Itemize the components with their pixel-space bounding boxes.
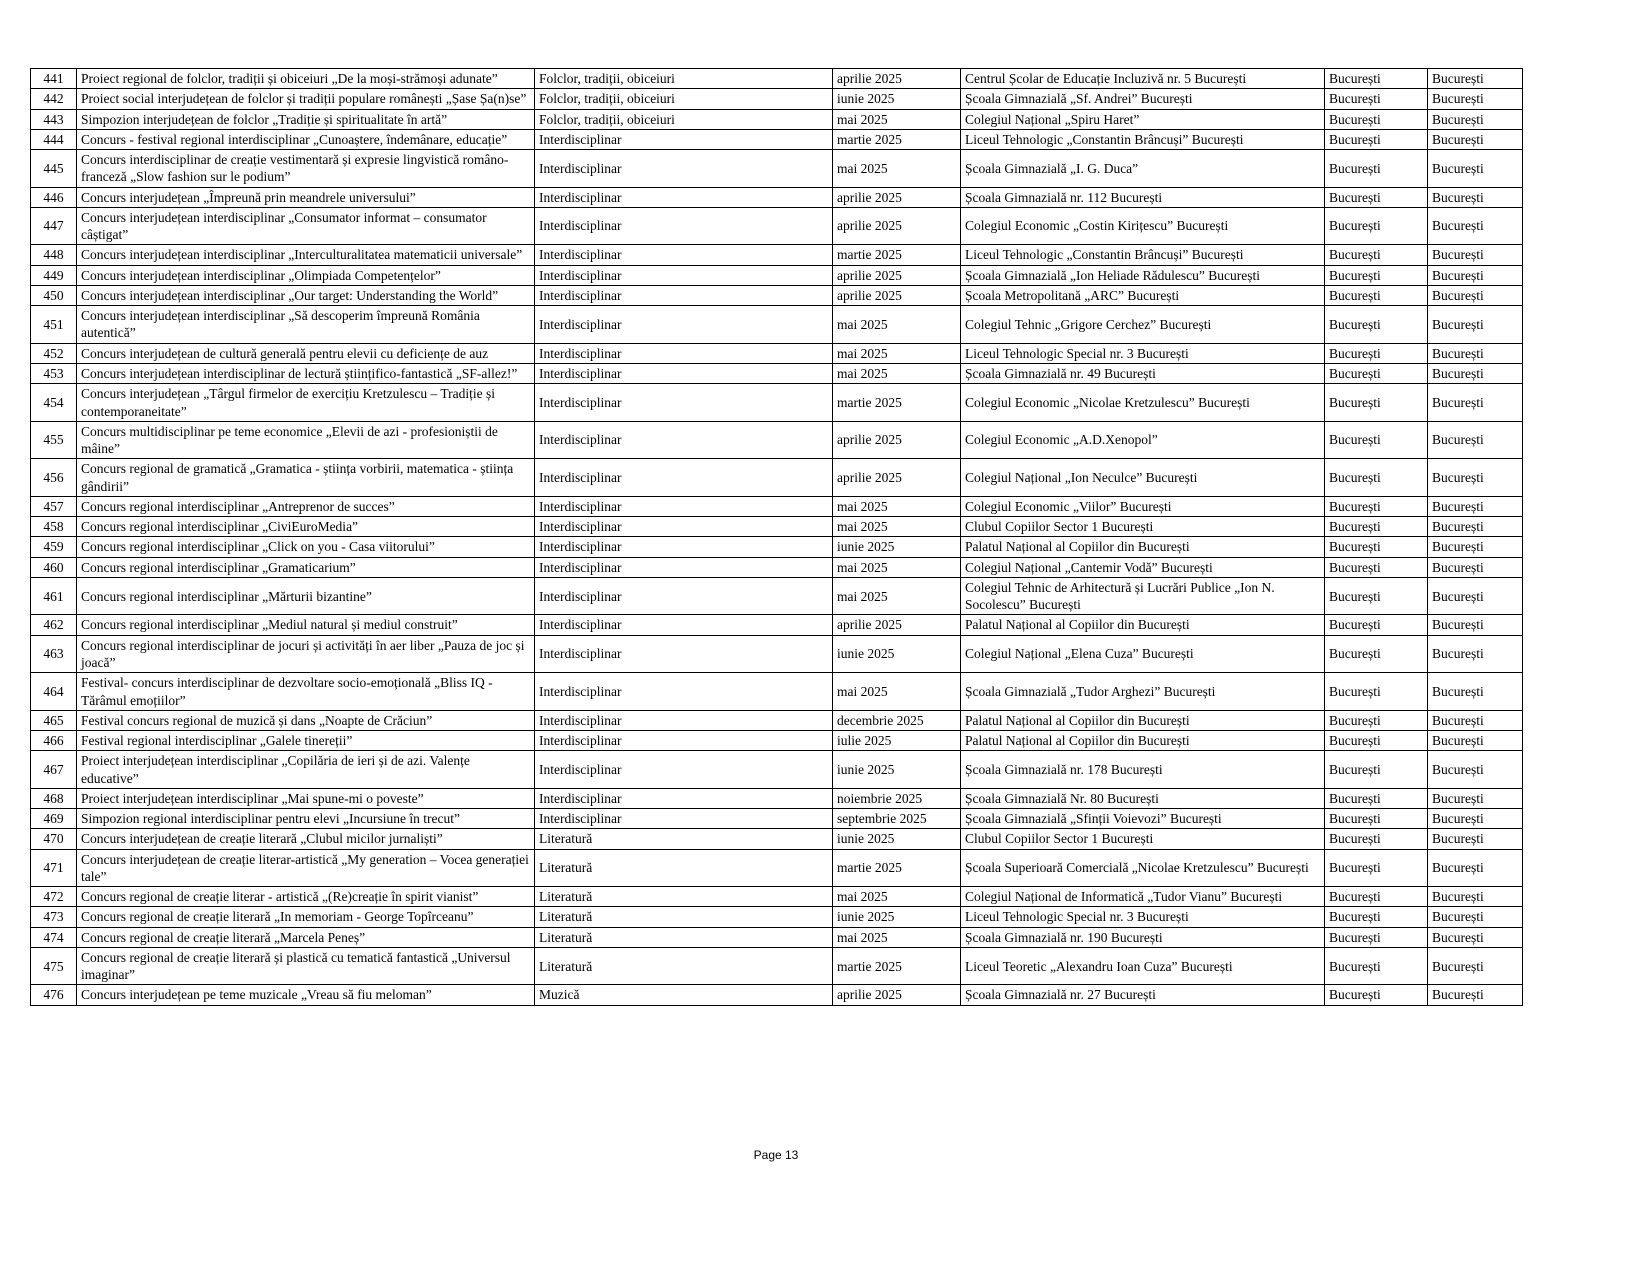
cell-county: București [1325,849,1428,887]
cell-institution: Colegiul Tehnic de Arhitectură și Lucrări Publice „Ion N. Socolescu” București [961,577,1325,615]
cell-domain: Interdisciplinar [535,673,833,711]
cell-county: București [1325,89,1428,109]
cell-institution: Liceul Teoretic „Alexandru Ioan Cuza” București [961,947,1325,985]
cell-city: București [1428,207,1523,245]
cell-no: 465 [31,710,77,730]
cell-domain: Interdisciplinar [535,809,833,829]
cell-county: București [1325,577,1428,615]
cell-county: București [1325,751,1428,789]
cell-city: București [1428,927,1523,947]
cell-institution: Școala Gimnazială nr. 27 București [961,985,1325,1005]
cell-date: mai 2025 [833,306,961,344]
cell-institution: Școala Gimnazială „I. G. Duca” [961,150,1325,188]
cell-name: Concurs regional interdisciplinar „Mediul natural și mediul construit” [77,615,535,635]
cell-name: Concurs interjudețean „Împreună prin meandrele universului” [77,187,535,207]
cell-institution: Colegiul Economic „Viilor” București [961,496,1325,516]
cell-no: 449 [31,265,77,285]
cell-domain: Interdisciplinar [535,496,833,516]
cell-date: mai 2025 [833,517,961,537]
cell-county: București [1325,829,1428,849]
cell-name: Proiect social interjudețean de folclor și tradiții populare românești „Șase Șa(n)se” [77,89,535,109]
cell-date: martie 2025 [833,947,961,985]
cell-date: mai 2025 [833,496,961,516]
cell-name: Concurs regional de creație literară „Marcela Peneș” [77,927,535,947]
cell-no: 452 [31,343,77,363]
cell-county: București [1325,109,1428,129]
cell-name: Concurs interjudețean interdisciplinar „Interculturalitatea matematicii universale” [77,245,535,265]
cell-date: aprilie 2025 [833,69,961,89]
cell-name: Proiect interjudețean interdisciplinar „Mai spune-mi o poveste” [77,788,535,808]
cell-county: București [1325,673,1428,711]
cell-domain: Interdisciplinar [535,537,833,557]
table-row [31,150,1523,188]
cell-no: 473 [31,907,77,927]
cell-domain: Interdisciplinar [535,285,833,305]
cell-no: 475 [31,947,77,985]
table-row [31,459,1523,497]
cell-date: septembrie 2025 [833,809,961,829]
cell-city: București [1428,731,1523,751]
cell-city: București [1428,947,1523,985]
cell-county: București [1325,635,1428,673]
cell-city: București [1428,89,1523,109]
cell-no: 470 [31,829,77,849]
cell-no: 444 [31,129,77,149]
cell-name: Concurs interjudețean de cultură generală pentru elevii cu deficiențe de auz [77,343,535,363]
cell-no: 461 [31,577,77,615]
table-row [31,829,1523,849]
cell-city: București [1428,421,1523,459]
cell-name: Concurs interjudețean de creație literar-artistică „My generation – Vocea generației tale” [77,849,535,887]
cell-name: Concurs interjudețean interdisciplinar „Olimpiada Competențelor” [77,265,535,285]
cell-date: mai 2025 [833,927,961,947]
cell-name: Concurs regional interdisciplinar „Gramaticarium” [77,557,535,577]
cell-date: martie 2025 [833,849,961,887]
cell-date: aprilie 2025 [833,207,961,245]
cell-county: București [1325,496,1428,516]
cell-city: București [1428,907,1523,927]
table-row [31,907,1523,927]
cell-date: noiembrie 2025 [833,788,961,808]
cell-no: 468 [31,788,77,808]
cell-domain: Folclor, tradiții, obiceiuri [535,69,833,89]
cell-institution: Școala Gimnazială nr. 190 București [961,927,1325,947]
cell-name: Concurs multidisciplinar pe teme economice „Elevii de azi - profesioniștii de mâine” [77,421,535,459]
cell-date: mai 2025 [833,557,961,577]
cell-name: Concurs regional interdisciplinar „Mărturii bizantine” [77,577,535,615]
cell-city: București [1428,537,1523,557]
cell-date: mai 2025 [833,343,961,363]
cell-domain: Interdisciplinar [535,265,833,285]
table-body [31,69,1523,1006]
cell-domain: Literatură [535,907,833,927]
cell-domain: Interdisciplinar [535,635,833,673]
cell-name: Concurs interdisciplinar de creație vestimentară și expresie lingvistică româno-franceză „Slow fashion sur le podium” [77,150,535,188]
cell-domain: Interdisciplinar [535,187,833,207]
cell-no: 441 [31,69,77,89]
cell-institution: Colegiul Național „Ion Neculce” București [961,459,1325,497]
cell-domain: Interdisciplinar [535,615,833,635]
cell-institution: Școala Gimnazială „Sf. Andrei” București [961,89,1325,109]
table-row [31,207,1523,245]
cell-city: București [1428,985,1523,1005]
cell-date: aprilie 2025 [833,985,961,1005]
table-row [31,557,1523,577]
table-row [31,517,1523,537]
cell-date: mai 2025 [833,577,961,615]
cell-name: Festival regional interdisciplinar „Galele tinereții” [77,731,535,751]
cell-institution: Școala Gimnazială nr. 178 București [961,751,1325,789]
cell-no: 472 [31,887,77,907]
cell-name: Concurs regional de gramatică „Gramatica - știința vorbirii, matematica - știința gândirii” [77,459,535,497]
cell-date: mai 2025 [833,887,961,907]
cell-no: 446 [31,187,77,207]
cell-name: Simpozion regional interdisciplinar pentru elevi „Incursiune în trecut” [77,809,535,829]
cell-county: București [1325,265,1428,285]
cell-domain: Muzică [535,985,833,1005]
cell-no: 456 [31,459,77,497]
cell-city: București [1428,109,1523,129]
cell-city: București [1428,829,1523,849]
cell-name: Concurs regional de creație literară și plastică cu tematică fantastică „Universul imaginar” [77,947,535,985]
cell-no: 457 [31,496,77,516]
cell-name: Proiect interjudețean interdisciplinar „Copilăria de ieri și de azi. Valențe educative” [77,751,535,789]
cell-domain: Interdisciplinar [535,306,833,344]
cell-domain: Interdisciplinar [535,788,833,808]
cell-county: București [1325,985,1428,1005]
cell-city: București [1428,306,1523,344]
cell-domain: Interdisciplinar [535,731,833,751]
cell-domain: Interdisciplinar [535,557,833,577]
cell-county: București [1325,459,1428,497]
cell-domain: Literatură [535,887,833,907]
cell-institution: Școala Gimnazială „Tudor Arghezi” București [961,673,1325,711]
cell-date: iunie 2025 [833,537,961,557]
cell-institution: Colegiul Național „Elena Cuza” București [961,635,1325,673]
cell-date: iunie 2025 [833,89,961,109]
cell-institution: Palatul Național al Copiilor din București [961,731,1325,751]
cell-county: București [1325,517,1428,537]
cell-domain: Interdisciplinar [535,245,833,265]
table-row [31,343,1523,363]
cell-city: București [1428,710,1523,730]
cell-county: București [1325,887,1428,907]
cell-institution: Liceul Tehnologic Special nr. 3 București [961,907,1325,927]
table-row [31,265,1523,285]
table-row [31,887,1523,907]
cell-name: Concurs interjudețean pe teme muzicale „Vreau să fiu meloman” [77,985,535,1005]
cell-institution: Școala Superioară Comercială „Nicolae Kretzulescu” București [961,849,1325,887]
cell-name: Concurs interjudețean de creație literară „Clubul micilor jurnaliști” [77,829,535,849]
cell-institution: Palatul Național al Copiilor din București [961,537,1325,557]
table-row [31,109,1523,129]
table-row [31,635,1523,673]
cell-domain: Interdisciplinar [535,421,833,459]
cell-domain: Folclor, tradiții, obiceiuri [535,89,833,109]
cell-domain: Interdisciplinar [535,207,833,245]
cell-institution: Școala Gimnazială „Sfinții Voievozi” București [961,809,1325,829]
cell-county: București [1325,150,1428,188]
table-row [31,710,1523,730]
cell-no: 443 [31,109,77,129]
cell-date: mai 2025 [833,673,961,711]
cell-institution: Centrul Școlar de Educație Incluzivă nr. 5 București [961,69,1325,89]
cell-institution: Colegiul Național „Cantemir Vodă” București [961,557,1325,577]
cell-name: Concurs interjudețean interdisciplinar „Să descoperim împreună România autentică” [77,306,535,344]
cell-name: Concurs regional de creație literar - artistică „(Re)creație în spirit vianist” [77,887,535,907]
cell-date: mai 2025 [833,150,961,188]
cell-city: București [1428,615,1523,635]
cell-name: Concurs regional interdisciplinar „CiviEuroMedia” [77,517,535,537]
cell-county: București [1325,421,1428,459]
cell-domain: Interdisciplinar [535,751,833,789]
table-row [31,849,1523,887]
cell-no: 476 [31,985,77,1005]
cell-domain: Interdisciplinar [535,384,833,422]
cell-no: 462 [31,615,77,635]
cell-date: aprilie 2025 [833,459,961,497]
cell-county: București [1325,306,1428,344]
cell-no: 448 [31,245,77,265]
cell-institution: Palatul Național al Copiilor din București [961,710,1325,730]
cell-county: București [1325,363,1428,383]
page-footer: Page 13 [753,1148,799,1162]
cell-name: Concurs - festival regional interdisciplinar „Cunoaștere, îndemânare, educație” [77,129,535,149]
cell-city: București [1428,887,1523,907]
table-row [31,187,1523,207]
cell-city: București [1428,577,1523,615]
table-row [31,985,1523,1005]
cell-name: Concurs interjudețean „Târgul firmelor de exercițiu Kretzulescu – Tradiție și contemporaneitate” [77,384,535,422]
cell-domain: Literatură [535,829,833,849]
cell-institution: Liceul Tehnologic Special nr. 3 București [961,343,1325,363]
cell-city: București [1428,635,1523,673]
cell-city: București [1428,849,1523,887]
cell-city: București [1428,129,1523,149]
cell-city: București [1428,343,1523,363]
cell-date: mai 2025 [833,109,961,129]
cell-city: București [1428,285,1523,305]
table-row [31,285,1523,305]
cell-institution: Clubul Copiilor Sector 1 București [961,517,1325,537]
cell-institution: Școala Gimnazială Nr. 80 București [961,788,1325,808]
cell-county: București [1325,384,1428,422]
cell-name: Simpozion interjudețean de folclor „Tradiție și spiritualitate în artă” [77,109,535,129]
cell-institution: Colegiul Tehnic „Grigore Cerchez” București [961,306,1325,344]
cell-county: București [1325,947,1428,985]
cell-institution: Școala Gimnazială nr. 112 București [961,187,1325,207]
cell-city: București [1428,517,1523,537]
cell-name: Concurs interjudețean interdisciplinar de lectură științifico-fantastică „SF-allez!” [77,363,535,383]
cell-county: București [1325,907,1428,927]
cell-city: București [1428,809,1523,829]
table-row [31,384,1523,422]
table-row [31,537,1523,557]
cell-date: aprilie 2025 [833,615,961,635]
table-row [31,306,1523,344]
cell-domain: Interdisciplinar [535,577,833,615]
cell-domain: Literatură [535,947,833,985]
cell-name: Concurs regional interdisciplinar de jocuri și activități în aer liber „Pauza de joc și joacă” [77,635,535,673]
table-row [31,245,1523,265]
cell-date: martie 2025 [833,129,961,149]
cell-city: București [1428,265,1523,285]
cell-no: 445 [31,150,77,188]
cell-date: iunie 2025 [833,635,961,673]
table-row [31,751,1523,789]
cell-institution: Clubul Copiilor Sector 1 București [961,829,1325,849]
cell-no: 447 [31,207,77,245]
table-row [31,496,1523,516]
cell-city: București [1428,557,1523,577]
cell-name: Concurs regional interdisciplinar „Click on you - Casa viitorului” [77,537,535,557]
cell-date: iunie 2025 [833,829,961,849]
cell-domain: Interdisciplinar [535,459,833,497]
table-row [31,673,1523,711]
cell-no: 453 [31,363,77,383]
cell-no: 450 [31,285,77,305]
cell-domain: Literatură [535,849,833,887]
cell-institution: Palatul Național al Copiilor din București [961,615,1325,635]
cell-county: București [1325,927,1428,947]
cell-city: București [1428,363,1523,383]
cell-name: Concurs regional interdisciplinar „Antreprenor de succes” [77,496,535,516]
cell-no: 466 [31,731,77,751]
cell-county: București [1325,731,1428,751]
cell-county: București [1325,129,1428,149]
cell-county: București [1325,343,1428,363]
cell-institution: Școala Gimnazială nr. 49 București [961,363,1325,383]
table-row [31,731,1523,751]
cell-date: aprilie 2025 [833,421,961,459]
cell-domain: Literatură [535,927,833,947]
cell-no: 464 [31,673,77,711]
cell-county: București [1325,187,1428,207]
cell-institution: Colegiul Economic „Costin Kirițescu” București [961,207,1325,245]
cell-city: București [1428,187,1523,207]
table-row [31,615,1523,635]
cell-no: 442 [31,89,77,109]
table-row [31,363,1523,383]
cell-institution: Școala Gimnazială „Ion Heliade Rădulescu” București [961,265,1325,285]
cell-no: 471 [31,849,77,887]
cell-institution: Colegiul Economic „A.D.Xenopol” [961,421,1325,459]
cell-domain: Interdisciplinar [535,150,833,188]
cell-county: București [1325,285,1428,305]
cell-institution: Liceul Tehnologic „Constantin Brâncuși” București [961,245,1325,265]
cell-name: Festival concurs regional de muzică și dans „Noapte de Crăciun” [77,710,535,730]
cell-domain: Interdisciplinar [535,363,833,383]
cell-county: București [1325,809,1428,829]
cell-county: București [1325,537,1428,557]
cell-domain: Interdisciplinar [535,343,833,363]
cell-city: București [1428,384,1523,422]
cell-name: Concurs interjudețean interdisciplinar „Our target: Understanding the World” [77,285,535,305]
cell-date: aprilie 2025 [833,265,961,285]
projects-table [30,68,1523,1006]
cell-county: București [1325,557,1428,577]
cell-no: 474 [31,927,77,947]
cell-county: București [1325,69,1428,89]
cell-city: București [1428,459,1523,497]
cell-domain: Interdisciplinar [535,517,833,537]
cell-name: Festival- concurs interdisciplinar de dezvoltare socio-emoțională „Bliss IQ - Tărâmul emoțiilor” [77,673,535,711]
cell-date: aprilie 2025 [833,187,961,207]
table-row [31,577,1523,615]
cell-no: 463 [31,635,77,673]
cell-city: București [1428,150,1523,188]
cell-county: București [1325,788,1428,808]
cell-county: București [1325,710,1428,730]
cell-county: București [1325,207,1428,245]
cell-date: mai 2025 [833,363,961,383]
cell-city: București [1428,69,1523,89]
cell-no: 454 [31,384,77,422]
cell-domain: Folclor, tradiții, obiceiuri [535,109,833,129]
cell-no: 459 [31,537,77,557]
cell-city: București [1428,245,1523,265]
cell-no: 455 [31,421,77,459]
cell-county: București [1325,245,1428,265]
cell-institution: Școala Metropolitană „ARC” București [961,285,1325,305]
cell-date: aprilie 2025 [833,285,961,305]
cell-date: iunie 2025 [833,751,961,789]
cell-date: decembrie 2025 [833,710,961,730]
cell-city: București [1428,496,1523,516]
cell-institution: Liceul Tehnologic „Constantin Brâncuși” București [961,129,1325,149]
cell-no: 451 [31,306,77,344]
table-row [31,129,1523,149]
table-row [31,927,1523,947]
cell-date: martie 2025 [833,245,961,265]
table-row [31,809,1523,829]
cell-no: 469 [31,809,77,829]
cell-city: București [1428,673,1523,711]
cell-no: 467 [31,751,77,789]
cell-institution: Colegiul Național „Spiru Haret” [961,109,1325,129]
cell-city: București [1428,788,1523,808]
cell-institution: Colegiul Național de Informatică „Tudor Vianu” București [961,887,1325,907]
cell-no: 458 [31,517,77,537]
cell-date: iunie 2025 [833,907,961,927]
cell-city: București [1428,751,1523,789]
cell-date: martie 2025 [833,384,961,422]
table-row [31,69,1523,89]
cell-domain: Interdisciplinar [535,129,833,149]
table-row [31,788,1523,808]
cell-date: iulie 2025 [833,731,961,751]
table-row [31,89,1523,109]
cell-county: București [1325,615,1428,635]
cell-institution: Colegiul Economic „Nicolae Kretzulescu” București [961,384,1325,422]
cell-no: 460 [31,557,77,577]
table-row [31,421,1523,459]
cell-domain: Interdisciplinar [535,710,833,730]
table-row [31,947,1523,985]
cell-name: Concurs interjudețean interdisciplinar „Consumator informat – consumator câștigat” [77,207,535,245]
cell-name: Proiect regional de folclor, tradiții și obiceiuri „De la moși-strămoși adunate” [77,69,535,89]
cell-name: Concurs regional de creație literară „In memoriam - George Topîrceanu” [77,907,535,927]
